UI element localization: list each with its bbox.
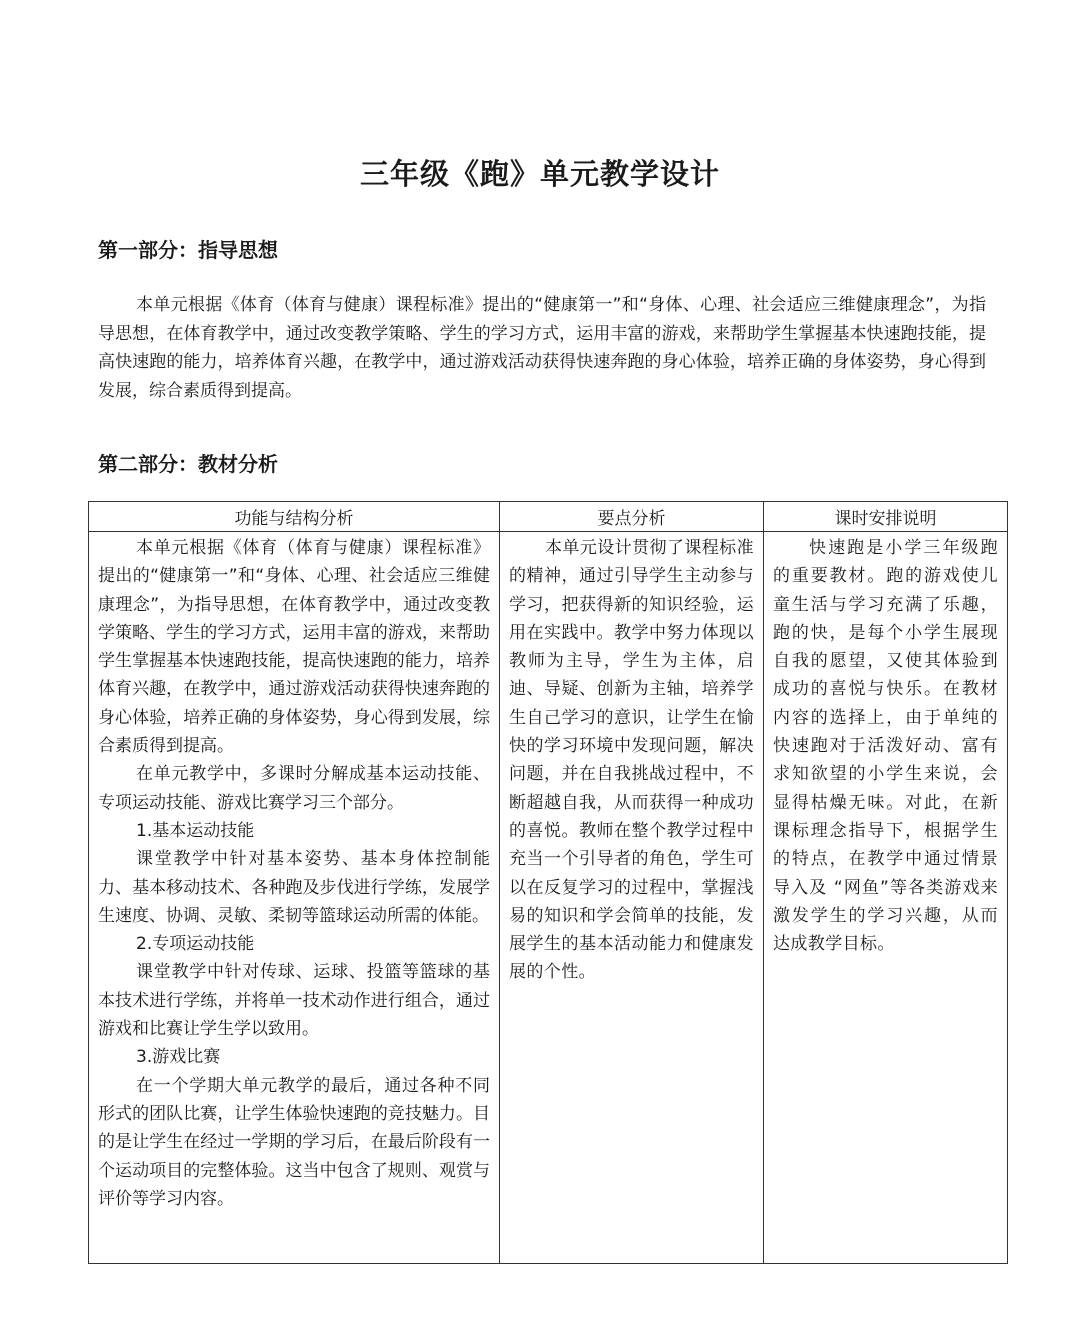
structure-paragraph: 课堂教学中针对传球、运球、投篮等篮球的基本技术进行学练，并将单一技术动作进行组合，通过游戏和比赛让学生学以致用。 [98, 962, 490, 1040]
structure-subheading: 2.专项运动技能 [136, 934, 255, 955]
section2-heading: 第二部分：教材分析 [98, 452, 278, 476]
key-points-cell [500, 532, 764, 1264]
structure-paragraph: 在一个学期大单元教学的最后，通过各种不同形式的团队比赛，让学生体验快速跑的竞技魅力。目的是让学生在经过一学期的学习后，在最后阶段有一个运动项目的完整体验。这当中包含了规则、观赏与评价等学习内容。 [98, 1075, 490, 1209]
header-structure-analysis: 功能与结构分析 [89, 502, 500, 532]
header-key-points: 要点分析 [500, 502, 764, 532]
structure-paragraph: 本单元根据《体育（体育与健康）课程标准》提出的“健康第一”和“身体、心理、社会适应三维健康理念”，为指导思想，在体育教学中，通过改变教学策略、学生的学习方式，运用丰富的游戏，来帮助学生掌握基本快速跑技能，提高快速跑的能力，培养体育兴趣，在教学中，通过游戏活动获得快速奔跑的身心体验，培养正确的身体姿势，身心得到发展，综合素质得到提高。 [98, 538, 490, 757]
header-lesson-arrangement: 课时安排说明 [764, 502, 1008, 532]
section1-heading: 第一部分：指导思想 [98, 238, 278, 262]
key-points-paragraph: 本单元设计贯彻了课程标准的精神，通过引导学生主动参与学习，把获得新的知识经验，运用在实践中。教学中努力体现以教师为主导，学生为主体，启迪、导疑、创新为主轴，培养学生自己学习的意识，让学生在愉快的学习环境中发现问题，解决问题，并在自我挑战过程中，不断超越自我，从而获得一种成功的喜悦。教师在整个教学过程中充当一个引导者的角色，学生可以在反复学习的过程中，掌握浅易的知识和学会简单的技能，发展学生的基本活动能力和健康发展的个性。 [509, 538, 754, 983]
structure-paragraph: 在单元教学中，多课时分解成基本运动技能、专项运动技能、游戏比赛学习三个部分。 [98, 764, 490, 813]
table-header-row [89, 502, 1008, 532]
table-row [89, 532, 1008, 1264]
lesson-arrangement-paragraph: 快速跑是小学三年级跑的重要教材。跑的游戏使儿童生活与学习充满了乐趣，跑的快，是每个小学生展现自我的愿望，又使其体验到成功的喜悦与快乐。在教材内容的选择上，由于单纯的快速跑对于活泼好动、富有求知欲望的小学生来说，会显得枯燥无味。对此，在新课标理念指导下，根据学生的特点，在教学中通过情景导入及 “网鱼”等各类游戏来激发学生的学习兴趣，从而达成教学目标。 [773, 538, 998, 955]
structure-analysis-cell [89, 532, 500, 1264]
document-title: 三年级《跑》单元教学设计 [359, 157, 720, 191]
section1-paragraph: 本单元根据《体育（体育与健康）课程标准》提出的“健康第一”和“身体、心理、社会适应三维健康理念”，为指导思想，在体育教学中，通过改变教学策略、学生的学习方式，运用丰富的游戏，来帮助学生掌握基本快速跑技能，提高快速跑的能力，培养体育兴趣，在教学中，通过游戏活动获得快速奔跑的身心体验，培养正确的身体姿势，身心得到发展，综合素质得到提高。 [98, 295, 986, 401]
structure-subheading: 1.基本运动技能 [136, 820, 255, 841]
lesson-arrangement-cell [764, 532, 1008, 1264]
structure-paragraph: 课堂教学中针对基本姿势、基本身体控制能力、基本移动技术、各种跑及步伐进行学练，发展学生速度、协调、灵敏、柔韧等篮球运动所需的体能。 [98, 849, 490, 926]
material-analysis-table [88, 501, 1008, 1264]
structure-subheading: 3.游戏比赛 [136, 1047, 221, 1068]
